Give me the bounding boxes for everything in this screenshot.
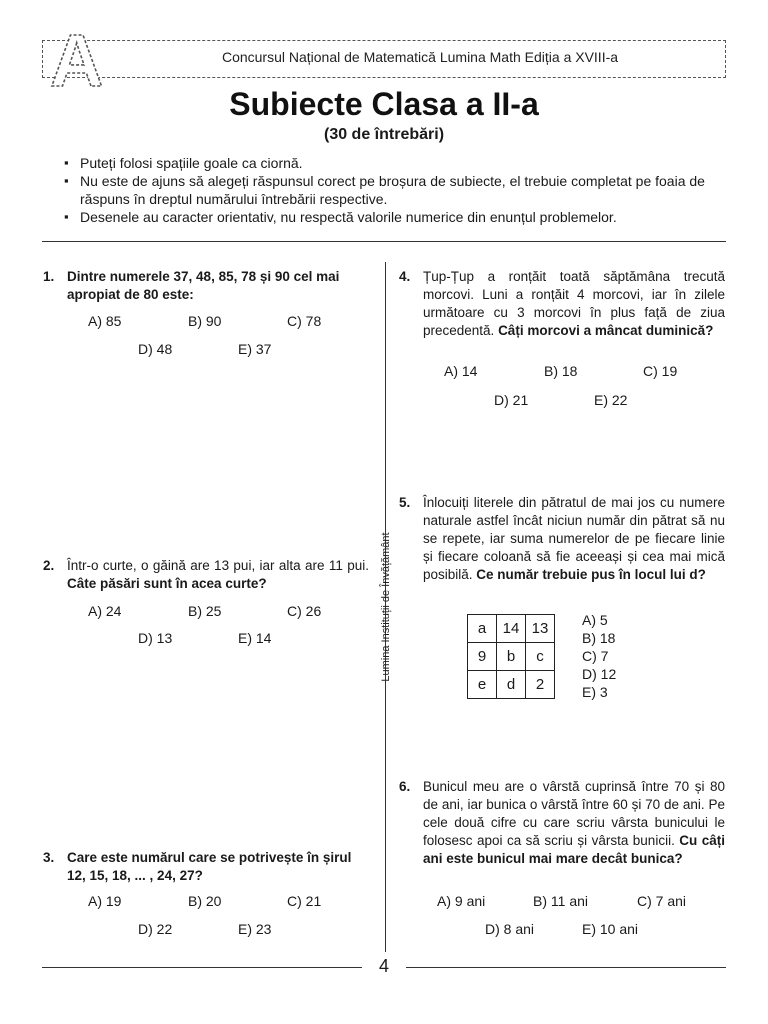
answer-option: C) 7 — [582, 648, 609, 664]
instructions-list — [64, 154, 724, 226]
question-number: 2. — [43, 558, 55, 573]
question-text: Dintre numerele 37, 48, 85, 78 și 90 cel mai apropiat de 80 este: — [67, 269, 340, 302]
answer-option: C) 19 — [643, 363, 678, 379]
grid-cell: b — [497, 643, 526, 671]
grid-cell: 2 — [526, 671, 555, 699]
grid-cell: e — [468, 671, 497, 699]
grid-cell: 14 — [497, 615, 526, 643]
answer-option: D) 48 — [138, 341, 173, 357]
number-square — [467, 614, 555, 699]
question-4 — [399, 268, 725, 340]
header-divider — [42, 241, 726, 242]
answer-option: A) 85 — [88, 313, 122, 329]
instruction-item: ▪ Puteți folosi spațiile goale ca ciornă. — [64, 154, 724, 172]
grid-cell: d — [497, 671, 526, 699]
answer-option: A) 19 — [88, 893, 122, 909]
contest-name: Concursul Național de Matematică Lumina Math Ediția a XVIII-a — [221, 49, 619, 65]
grid-cell: a — [468, 615, 497, 643]
instruction-item: ▪ Desenele au caracter orientativ, nu respectă valorile numerice din enunțul problemelor. — [64, 208, 724, 226]
answer-option: D) 12 — [582, 666, 617, 682]
question-text: Țup-Țup a ronțăit toată săptămâna trecută morcovi. Luni a ronțăit 4 morcovi, iar în zilele următoare cu 3 morcovi în plus față de ziua precedentă. Câți morcovi a mâncat duminică? — [423, 269, 725, 338]
question-number: 6. — [399, 779, 411, 794]
answer-options-list — [582, 611, 616, 701]
answer-option: E) 3 — [582, 684, 608, 700]
answer-option: D) 13 — [138, 630, 173, 646]
answer-option: D) 22 — [138, 921, 173, 937]
answer-option: B) 18 — [544, 363, 578, 379]
grid-cell: c — [526, 643, 555, 671]
answer-option: C) 78 — [287, 313, 322, 329]
question-number: 1. — [43, 269, 55, 284]
question-2 — [43, 557, 369, 593]
side-label: Lumina Instituții de Învățământ — [380, 532, 392, 682]
answer-option: C) 26 — [287, 603, 322, 619]
question-text: Înlocuiți literele din pătratul de mai jos cu numere naturale astfel încât niciun număr din pătrat să nu se repete, iar suma numerelor de pe fiecare linie și fiecare coloană să fie aceeași și cea mai mică posibilă. Ce număr trebuie pus în locul lui d? — [423, 495, 725, 582]
answer-option: B) 11 ani — [533, 893, 588, 909]
page-number: 4 — [378, 956, 389, 976]
answer-option: E) 22 — [594, 392, 628, 408]
answer-option: E) 23 — [238, 921, 272, 937]
question-number: 3. — [43, 850, 55, 865]
answer-option: A) 5 — [582, 612, 608, 628]
question-3 — [43, 849, 369, 885]
question-6 — [399, 778, 725, 868]
answer-option: B) 20 — [188, 893, 222, 909]
page-subtitle: (30 de întrebări) — [323, 126, 445, 143]
answer-option: E) 10 ani — [582, 921, 639, 937]
answer-option: D) 8 ani — [485, 921, 535, 937]
grid-cell: 9 — [468, 643, 497, 671]
question-number: 5. — [399, 495, 411, 510]
answer-option: C) 21 — [287, 893, 322, 909]
answer-option: D) 21 — [494, 392, 529, 408]
answer-option: A) 14 — [444, 363, 478, 379]
question-1 — [43, 268, 369, 304]
question-5 — [399, 494, 725, 584]
footer-line-right — [406, 967, 726, 968]
answer-option: A) 24 — [88, 603, 122, 619]
answer-option: E) 14 — [238, 630, 272, 646]
question-text: Într-o curte, o găină are 13 pui, iar alta are 11 pui. Câte păsări sunt în acea curte? — [67, 558, 369, 591]
question-text: Bunicul meu are o vârstă cuprinsă între 70 și 80 de ani, iar bunica o vârstă între 60 și 70 de ani. Pe cele două cifre cu care scriu vârsta bunicului le folosesc apoi ca să scriu și vârsta bunicii. Cu câți ani este bunicul mai mare decât bunica? — [423, 779, 725, 866]
answer-option: E) 37 — [238, 341, 272, 357]
answer-option: B) 25 — [188, 603, 222, 619]
svg-text:A: A — [50, 24, 104, 94]
footer-line-left — [42, 967, 362, 968]
instruction-item: ▪ Nu este de ajuns să alegeți răspunsul corect pe broșura de subiecte, el trebuie completat pe foaia de răspuns în dreptul numărului întrebării respective. — [64, 172, 724, 208]
answer-option: A) 9 ani — [437, 893, 486, 909]
page-title: Subiecte Clasa a II-a — [229, 86, 539, 122]
answer-option: B) 90 — [188, 313, 222, 329]
answer-option: B) 18 — [582, 630, 616, 646]
letter-a-logo — [44, 24, 124, 94]
question-text: Care este numărul care se potrivește în șirul 12, 15, 18, ... , 24, 27? — [67, 850, 352, 883]
grid-cell: 13 — [526, 615, 555, 643]
answer-option: C) 7 ani — [637, 893, 687, 909]
question-number: 4. — [399, 269, 411, 284]
